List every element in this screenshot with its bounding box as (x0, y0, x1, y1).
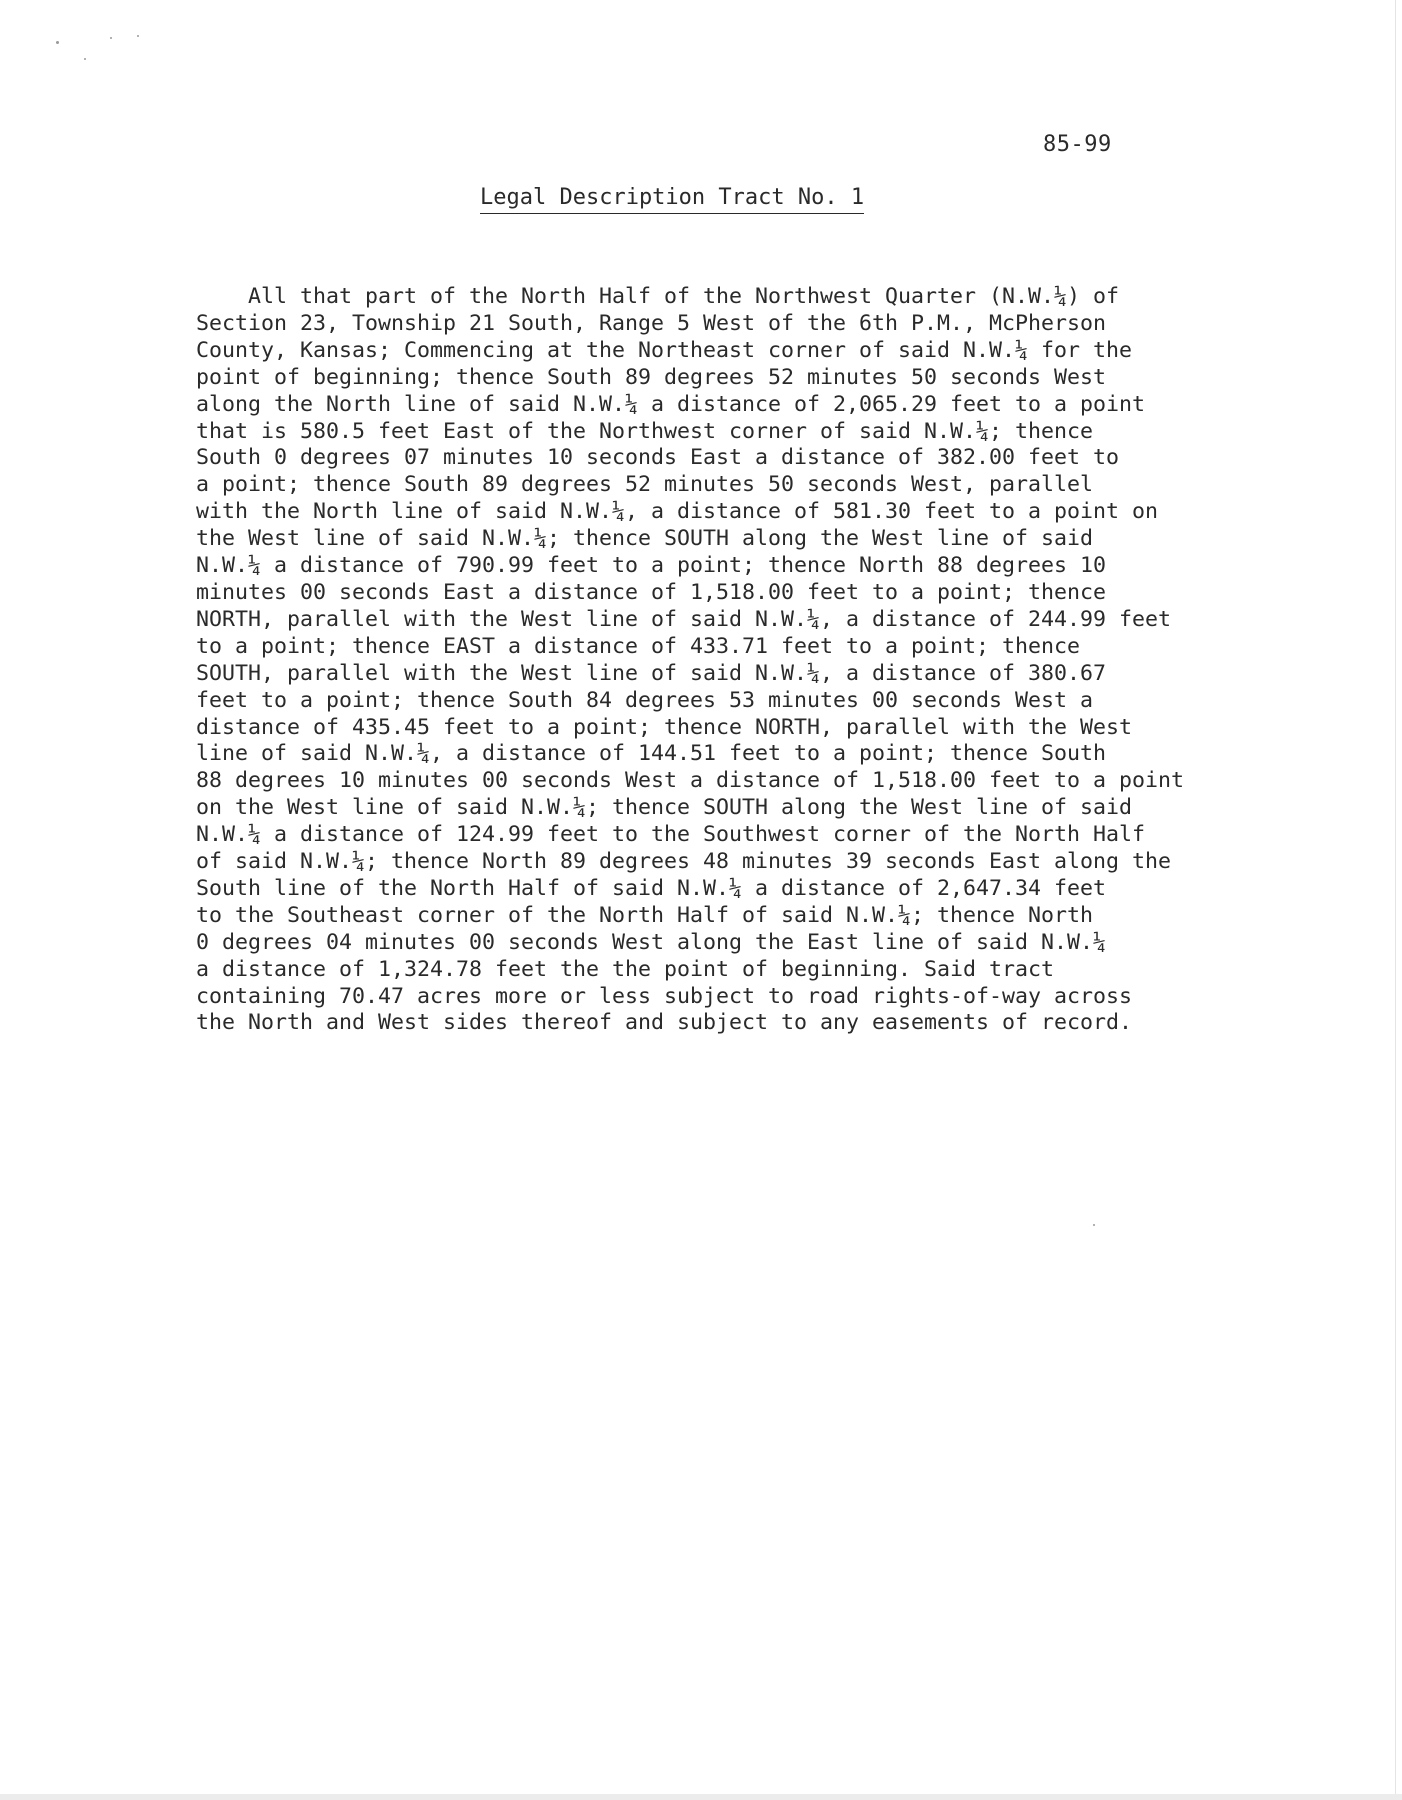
body-line: to the Southeast corner of the North Half of said N.W.¼; thence North (196, 902, 1094, 928)
body-line: that is 580.5 feet East of the Northwest corner of said N.W.¼; thence (196, 418, 1094, 444)
scan-speck (1093, 1224, 1095, 1226)
scan-speck (110, 37, 112, 39)
scan-bottom-band (0, 1794, 1402, 1800)
body-line: on the West line of said N.W.¼; thence SOUTH along the West line of said (196, 795, 1133, 821)
body-line: distance of 435.45 feet to a point; thence NORTH, parallel with the West (196, 714, 1133, 740)
body-line: containing 70.47 acres more or less subject to road rights-of-way across (196, 983, 1133, 1009)
body-line: minutes 00 seconds East a distance of 1,518.00 feet to a point; thence (196, 579, 1107, 605)
body-line: a point; thence South 89 degrees 52 minutes 50 seconds West, parallel (196, 472, 1094, 498)
body-line: N.W.¼ a distance of 124.99 feet to the Southwest corner of the North Half (196, 822, 1146, 848)
body-line: NORTH, parallel with the West line of said N.W.¼, a distance of 244.99 feet (196, 606, 1172, 632)
body-line: County, Kansas; Commencing at the Northeast corner of said N.W.¼ for the (196, 337, 1133, 363)
body-line: point of beginning; thence South 89 degrees 52 minutes 50 seconds West (196, 364, 1107, 390)
body-line: South 0 degrees 07 minutes 10 seconds East a distance of 382.00 feet to (196, 445, 1120, 471)
body-line: Section 23, Township 21 South, Range 5 West of the 6th P.M., McPherson (196, 310, 1107, 336)
scan-speck (56, 41, 59, 44)
body-line: All that part of the North Half of the Northwest Quarter (N.W.¼) of (196, 284, 1120, 309)
body-line: feet to a point; thence South 84 degrees 53 minutes 00 seconds West a (196, 687, 1094, 713)
body-line: N.W.¼ a distance of 790.99 feet to a point; thence North 88 degrees 10 (196, 553, 1107, 579)
scan-speck (137, 35, 139, 37)
legal-description-body (196, 284, 1266, 1037)
scan-speck (84, 58, 86, 60)
body-line: with the North line of said N.W.¼, a distance of 581.30 feet to a point on (196, 499, 1159, 525)
document-number: 85-99 (1043, 132, 1112, 157)
body-line: the West line of said N.W.¼; thence SOUTH along the West line of said (196, 526, 1094, 552)
body-line: South line of the North Half of said N.W.¼ a distance of 2,647.34 feet (196, 875, 1107, 901)
body-line: line of said N.W.¼, a distance of 144.51 feet to a point; thence South (196, 741, 1107, 767)
body-line: SOUTH, parallel with the West line of said N.W.¼, a distance of 380.67 (196, 660, 1107, 686)
body-line: 88 degrees 10 minutes 00 seconds West a distance of 1,518.00 feet to a point (196, 768, 1185, 794)
body-line: of said N.W.¼; thence North 89 degrees 48 minutes 39 seconds East along the (196, 849, 1172, 875)
body-line: along the North line of said N.W.¼ a distance of 2,065.29 feet to a point (196, 391, 1146, 417)
body-line: to a point; thence EAST a distance of 433.71 feet to a point; thence (196, 633, 1081, 659)
body-line: the North and West sides thereof and subject to any easements of record. (196, 1010, 1133, 1036)
scan-edge-line (1395, 0, 1396, 1800)
document-title: Legal Description Tract No. 1 (480, 185, 864, 214)
body-line: a distance of 1,324.78 feet the the point of beginning. Said tract (196, 956, 1055, 982)
body-line: 0 degrees 04 minutes 00 seconds West along the East line of said N.W.¼ (196, 929, 1107, 955)
